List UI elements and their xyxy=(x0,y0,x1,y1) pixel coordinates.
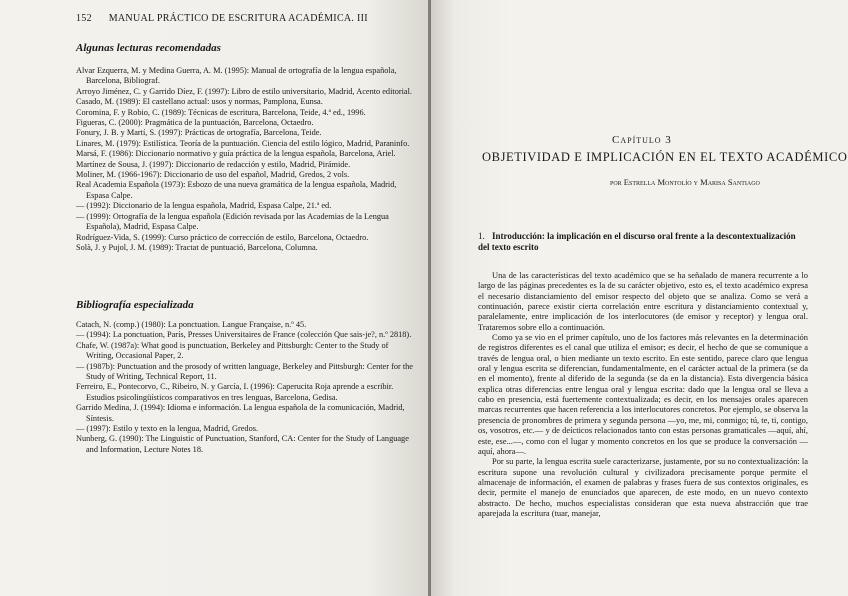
bibliography-entry: Casado, M. (1989): El castellano actual: usos y normas, Pamplona, Eunsa. xyxy=(76,97,323,107)
chapter-authors: por Estrella Montolío y Marisa Santiago xyxy=(610,177,760,187)
section-number: 1. xyxy=(478,231,485,241)
body-paragraph: Como ya se vio en el primer capítulo, uno de los factores más relevantes en la determinación de registros diferentes es el canal que utiliza el emisor; es decir, el hecho de que se comunique a través de lengua oral, o bien mediante un texto escrito. En este sentido, parece claro que lengua oral y lengua escrita se diferencian, fundamentalmente, en el carácter actual de la primera (se da en el momento), frente al diferido de la segunda (se da en la distancia). Esta divergencia básica explica otras diferencias entre lengua oral y lengua escrita: dado que la lengua oral se lleva a cabo en presencia, está fuertemente contextualizada; es decir, en los mensajes orales aparecen marcas recurrentes que hacen referencia a los interlocutores concretos. Por ejemplo, se observa la presencia de pronombres de primera y segunda persona —yo, me, mi, conmigo; tú, te, ti, contigo, os, vosotros, etc.— y de deícticos relacionados tanto con estas personas gramaticales —aquí, ahí, este, ese...—, como con el lugar y momento concretos en los que se produce la conversación —aquí, ahora—. xyxy=(478,332,808,456)
bibliography-entry: Rodríguez-Vida, S. (1999): Curso práctico de corrección de estilo, Barcelona, Octaedro. xyxy=(76,232,369,242)
bibliography-entry: — (1997): Estilo y texto en la lengua, Madrid, Gredos. xyxy=(76,424,259,434)
body-paragraph: Por su parte, la lengua escrita suele caracterizarse, justamente, por su no contextualización: la escritura supone una revolución cultural y civilizadora precisamente porque permite el almacenaje de información, el examen de palabras y frases fuera de sus contextos originales, es decir, permite el manejo de enunciados que aparecen, de este modo, en un nuevo contexto abstracto. De hecho, muchos especialistas consideran que esta nueva abstracción que trae aparejada la escritura (tuar, manejar, xyxy=(478,456,808,518)
bibliography-entry: Fonury, J. B. y Martí, S. (1997): Prácticas de ortografía, Barcelona, Teide. xyxy=(76,128,322,138)
bibliography-entry: Figueras, C. (2000): Pragmática de la puntuación, Barcelona, Octaedro. xyxy=(76,118,314,128)
chapter-body xyxy=(478,270,808,518)
bibliography-entry: Alvar Ezquerra, M. y Medina Guerra, A. M. (1995): Manual de ortografía de la lengua española, Barcelona, Bibliograf. xyxy=(76,66,397,86)
bibliography-entry: Linares, M. (1979): Estilística. Teoría de la puntuación. Ciencia del estilo lógico, Madrid, Paraninfo. xyxy=(76,138,410,148)
body-paragraph: Una de las características del texto académico que se ha señalado de manera recurrente a lo largo de las páginas precedentes es la de su carácter objetivo, esto es, el texto académico expresa el necesario distanciamiento del emisor respecto del objeto que se analiza. Como se verá a continuación, parece existir cierta correlación entre escritura y distanciamiento contextual y, paralelamente, entre implicación de los interlocutores (de emisor y receptor) y lengua oral. Trataremos sobre ello a continuación. xyxy=(478,270,808,332)
specialized-bibliography-list xyxy=(76,320,414,455)
page-number: 152 xyxy=(76,13,92,24)
bibliography-entry: Marsá, F. (1986): Diccionario normativo y guía práctica de la lengua española, Barcelona, Ariel. xyxy=(76,149,396,159)
bibliography-entry: Garrido Medina, J. (1994): Idioma e información. La lengua española de la comunicación, Madrid, Síntesis. xyxy=(76,403,405,423)
bibliography-entry: Ferreiro, E., Pontecorvo, C., Ribeiro, N. y García, I. (1996): Caperucita Roja aprende a escribir. Estudios psicolingüísticos comparativos en tres lenguas, Barcelona, Gedisa. xyxy=(76,382,394,402)
section-title-specialized: Bibliografía especializada xyxy=(76,299,194,311)
section-title: Introducción: la implicación en el discurso oral frente a la descontextualización del texto escrito xyxy=(478,231,796,252)
chapter-number: Capítulo 3 xyxy=(612,134,672,146)
section-heading xyxy=(478,231,808,253)
bibliography-entry: Chafe, W. (1987a): What good is punctuation, Berkeley and Pittsburgh: Center to the Study of Writing, Occasional Paper, 2. xyxy=(76,340,389,361)
recommended-readings-list xyxy=(76,66,414,253)
bibliography-entry: Real Academia Española (1973): Esbozo de una nueva gramática de la lengua española, Madrid, Espasa Calpe. xyxy=(76,180,397,200)
bibliography-entry: Martínez de Sousa, J. (1997): Diccionario de redacción y estilo, Madrid, Pirámide. xyxy=(76,159,351,169)
bibliography-entry: Coromina, F. y Robio, C. (1989): Técnicas de escritura, Barcelona, Teide, 4.ª ed., 1996. xyxy=(76,107,366,117)
bibliography-entry: — (1999): Ortografía de la lengua española (Edición revisada por las Academias de la Lengua Española), Madrid, Espasa Calpe. xyxy=(76,211,389,232)
bibliography-entry: Solà, J. y Pujol, J. M. (1989): Tractat de puntuació, Barcelona, Columna. xyxy=(76,242,318,252)
running-head xyxy=(76,13,368,24)
section-title-recommended: Algunas lecturas recomendadas xyxy=(76,42,221,54)
bibliography-entry: Arroyo Jiménez, C. y Garrido Díez, F. (1997): Libro de estilo universitario, Madrid, Acento editorial. xyxy=(76,86,412,96)
running-head-title: MANUAL PRÁCTICO DE ESCRITURA ACADÉMICA. III xyxy=(108,13,368,24)
bibliography-entry: — (1994): La ponctuation, París, Presses Universitaires de France (colección Que sais-je?, n.º 2818). xyxy=(76,330,412,340)
bibliography-entry: — (1992): Diccionario de la lengua española, Madrid, Espasa Calpe, 21.ª ed. xyxy=(76,201,332,211)
bibliography-entry: Nunberg, G. (1990): The Linguistic of Punctuation, Stanford, CA: Center for the Study of Language and Information, Lecture Notes 18. xyxy=(76,434,409,454)
bibliography-entry: — (1987b): Punctuation and the prosody of written language, Berkeley and Pittsburgh: Center for the Study of Writing, Technical Report, 11. xyxy=(76,361,413,382)
bibliography-entry: Moliner, M. (1966-1967): Diccionario de uso del español, Madrid, Gredos, 2 vols. xyxy=(76,170,350,180)
book-gutter xyxy=(428,0,431,596)
bibliography-entry: Catach, N. (comp.) (1980): La ponctuation. Langue Française, n.º 45. xyxy=(76,320,307,329)
chapter-title: OBJETIVIDAD E IMPLICACIÓN EN EL TEXTO ACADÉMICO xyxy=(482,150,848,164)
